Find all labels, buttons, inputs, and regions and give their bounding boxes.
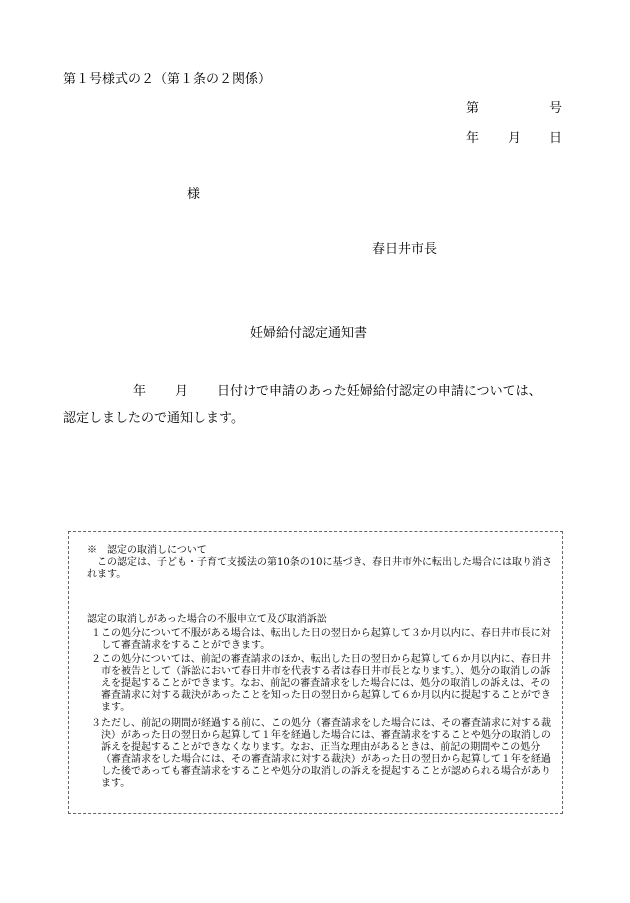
issuer: 春日井市長	[372, 242, 438, 257]
form-number: 第１号様式の２（第１条の２関係）	[63, 72, 272, 87]
addressee-honorific: 様	[187, 187, 201, 202]
body-month-label: 月	[175, 384, 189, 399]
date-month-label: 月	[508, 131, 522, 146]
appeal-item-text: ただし、前記の期間が経過する前に、この処分（審査請求をした場合には、その審査請求に対する裁決）があった日の翌日から起算して１年を経過した場合には、審査請求をすることや処分の取消しの訴えを提起することができなくなります。なお、正当な理由があるときは、前記の期間やこの処分（審査請求をした場合には、その審査請求に対する裁決）があった日の翌日から起算して１年を経過した後であっても審査請求をすることや処分の取消しの訴えを提起することが認められる場合があります。	[101, 718, 551, 789]
revocation-text: この認定は、子ども・子育て支援法の第10条の10に基づき、春日井市外に転出した場合には取り消されます。	[87, 557, 553, 580]
appeal-item-number: １	[91, 628, 101, 639]
revocation-heading: ※ 認定の取消しについて	[87, 545, 207, 556]
appeal-item-text: この処分については、前記の審査請求のほか、転出した日の翌日から起算して６か月以内に、春日井市を被告として（訴訟において春日井市を代表する者は春日井市長となります。）、処分の取消しの訴えを提起することができます。なお、前記の審査請求をした場合には、処分の取消しの訴えは、その審査請求に対する裁決があったことを知った日の翌日から起算して６か月以内に提起することができます。	[101, 654, 551, 713]
document-number-prefix: 第	[466, 101, 480, 116]
appeal-item	[87, 718, 559, 790]
document-number-suffix: 号	[549, 101, 563, 116]
date-day-label: 日	[549, 131, 563, 146]
appeal-heading: 認定の取消しがあった場合の不服申立て及び取消訴訟	[87, 614, 327, 625]
appeal-item-number: ２	[91, 654, 101, 665]
notice-box	[68, 531, 563, 814]
appeal-item-number: ３	[91, 718, 101, 729]
appeal-item	[87, 654, 559, 714]
appeal-item	[87, 628, 559, 652]
body-line-2: 認定しましたので通知します。	[63, 411, 244, 426]
appeal-item-text: この処分について不服がある場合は、転出した日の翌日から起算して３か月以内に、春日井市長に対して審査請求をすることができます。	[101, 628, 551, 651]
body-year-label: 年	[133, 384, 147, 399]
document-title: 妊婦給付認定通知書	[250, 326, 368, 341]
body-line-1-text: 日付けで申請のあった妊婦給付認定の申請については、	[217, 384, 542, 399]
date-year-label: 年	[466, 131, 480, 146]
